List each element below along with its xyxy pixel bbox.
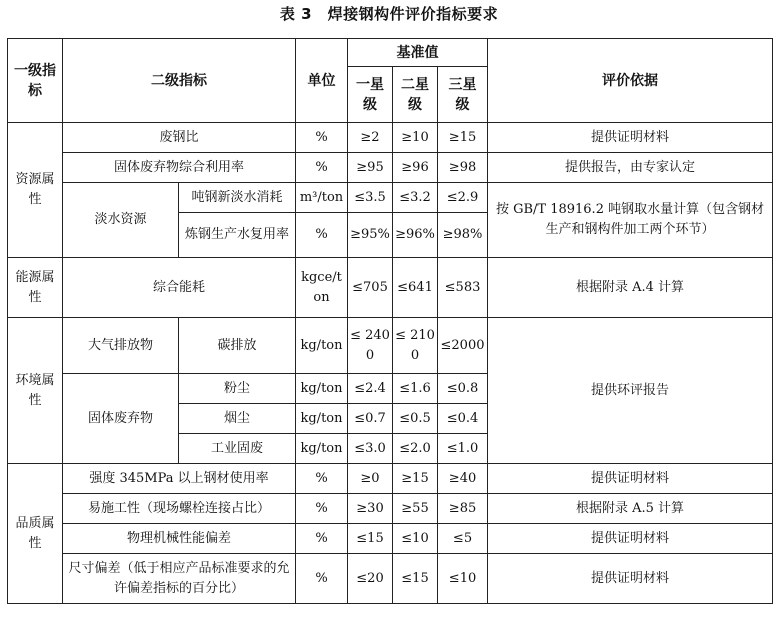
sub-indicator-name: 工业固废 [179,434,296,464]
unit-cell: % [296,153,348,183]
table-row [8,183,773,213]
unit-cell: kg/ton [296,318,348,374]
star3-value: ≤1.0 [438,434,488,464]
star3-value: ≥98 [438,153,488,183]
basis-cell: 提供证明材料 [488,554,773,604]
star1-value: ≤ 2400 [348,318,393,374]
unit-cell: kg/ton [296,434,348,464]
table-row [8,554,773,604]
star3-value: ≥85 [438,494,488,524]
table-row [8,153,773,183]
unit-cell: % [296,123,348,153]
unit-cell: % [296,554,348,604]
indicator-name: 废钢比 [63,123,296,153]
star1-value: ≤0.7 [348,404,393,434]
star2-value: ≤15 [393,554,438,604]
star2-value: ≤641 [393,258,438,318]
star3-value: ≤583 [438,258,488,318]
star1-value: ≥95% [348,213,393,258]
group-environment: 环境属 性 [8,318,63,464]
indicator-name: 易施工性（现场螺栓连接占比） [63,494,296,524]
indicator-name: 强度 345MPa 以上钢材使用率 [63,464,296,494]
group-quality: 品质属 性 [8,464,63,604]
evaluation-table [7,38,773,604]
star2-value: ≥55 [393,494,438,524]
star2-value: ≤ 2100 [393,318,438,374]
header-level2: 二级指标 [63,39,296,123]
star3-value: ≤10 [438,554,488,604]
sub-indicator-name: 烟尘 [179,404,296,434]
header-level1: 一级指 标 [8,39,63,123]
star3-value: ≥40 [438,464,488,494]
basis-cell: 按 GB/T 18916.2 吨钢取水量计算（包含钢材生产和钢构件加工两个环节） [488,183,773,258]
indicator-name: 固体废弃物综合利用率 [63,153,296,183]
sub-indicator-name: 炼钢生产水复用率 [179,213,296,258]
unit-cell: % [296,494,348,524]
indicator-name: 淡水资源 [63,183,179,258]
star1-value: ≥2 [348,123,393,153]
star1-value: ≤2.4 [348,374,393,404]
table-row [8,494,773,524]
star3-value: ≥15 [438,123,488,153]
header-basis: 评价依据 [488,39,773,123]
star1-value: ≤3.0 [348,434,393,464]
group-resource: 资源属 性 [8,123,63,258]
star1-value: ≤3.5 [348,183,393,213]
header-star2: 二星 级 [393,67,438,123]
unit-cell: kgce/ton [296,258,348,318]
star2-value: ≤0.5 [393,404,438,434]
star2-value: ≥96 [393,153,438,183]
star1-value: ≥30 [348,494,393,524]
sub-indicator-name: 粉尘 [179,374,296,404]
basis-cell: 根据附录 A.5 计算 [488,494,773,524]
indicator-name: 尺寸偏差（低于相应产品标准要求的允许偏差指标的百分比） [63,554,296,604]
star2-value: ≤10 [393,524,438,554]
header-star1: 一星 级 [348,67,393,123]
table-row [8,258,773,318]
unit-cell: m³/ton [296,183,348,213]
header-star3: 三星 级 [438,67,488,123]
indicator-name: 物理机械性能偏差 [63,524,296,554]
star3-value: ≤2.9 [438,183,488,213]
star2-value: ≥15 [393,464,438,494]
table-row [8,318,773,374]
star1-value: ≤705 [348,258,393,318]
star3-value: ≤0.4 [438,404,488,434]
basis-cell: 提供报告，由专家认定 [488,153,773,183]
star1-value: ≥95 [348,153,393,183]
sub-indicator-name: 碳排放 [179,318,296,374]
star1-value: ≥0 [348,464,393,494]
basis-cell: 提供环评报告 [488,318,773,464]
basis-cell: 提供证明材料 [488,123,773,153]
group-energy: 能源属 性 [8,258,63,318]
table-row [8,123,773,153]
unit-cell: % [296,464,348,494]
star3-value: ≥98% [438,213,488,258]
indicator-name: 大气排放物 [63,318,179,374]
basis-cell: 提供证明材料 [488,524,773,554]
star3-value: ≤2000 [438,318,488,374]
star3-value: ≤5 [438,524,488,554]
table-caption: 表 3 焊接钢构件评价指标要求 [279,5,499,23]
header-baseline: 基准值 [348,39,488,67]
indicator-name: 综合能耗 [63,258,296,318]
unit-cell: kg/ton [296,374,348,404]
table-row [8,524,773,554]
star2-value: ≤1.6 [393,374,438,404]
star1-value: ≤20 [348,554,393,604]
star2-value: ≤2.0 [393,434,438,464]
basis-cell: 根据附录 A.4 计算 [488,258,773,318]
basis-cell: 提供证明材料 [488,464,773,494]
table-row [8,464,773,494]
star2-value: ≤3.2 [393,183,438,213]
unit-cell: % [296,524,348,554]
star2-value: ≥10 [393,123,438,153]
indicator-name: 固体废弃物 [63,374,179,464]
star2-value: ≥96% [393,213,438,258]
sub-indicator-name: 吨钢新淡水消耗 [179,183,296,213]
star3-value: ≤0.8 [438,374,488,404]
unit-cell: kg/ton [296,404,348,434]
star1-value: ≤15 [348,524,393,554]
unit-cell: % [296,213,348,258]
header-unit: 单位 [296,39,348,123]
